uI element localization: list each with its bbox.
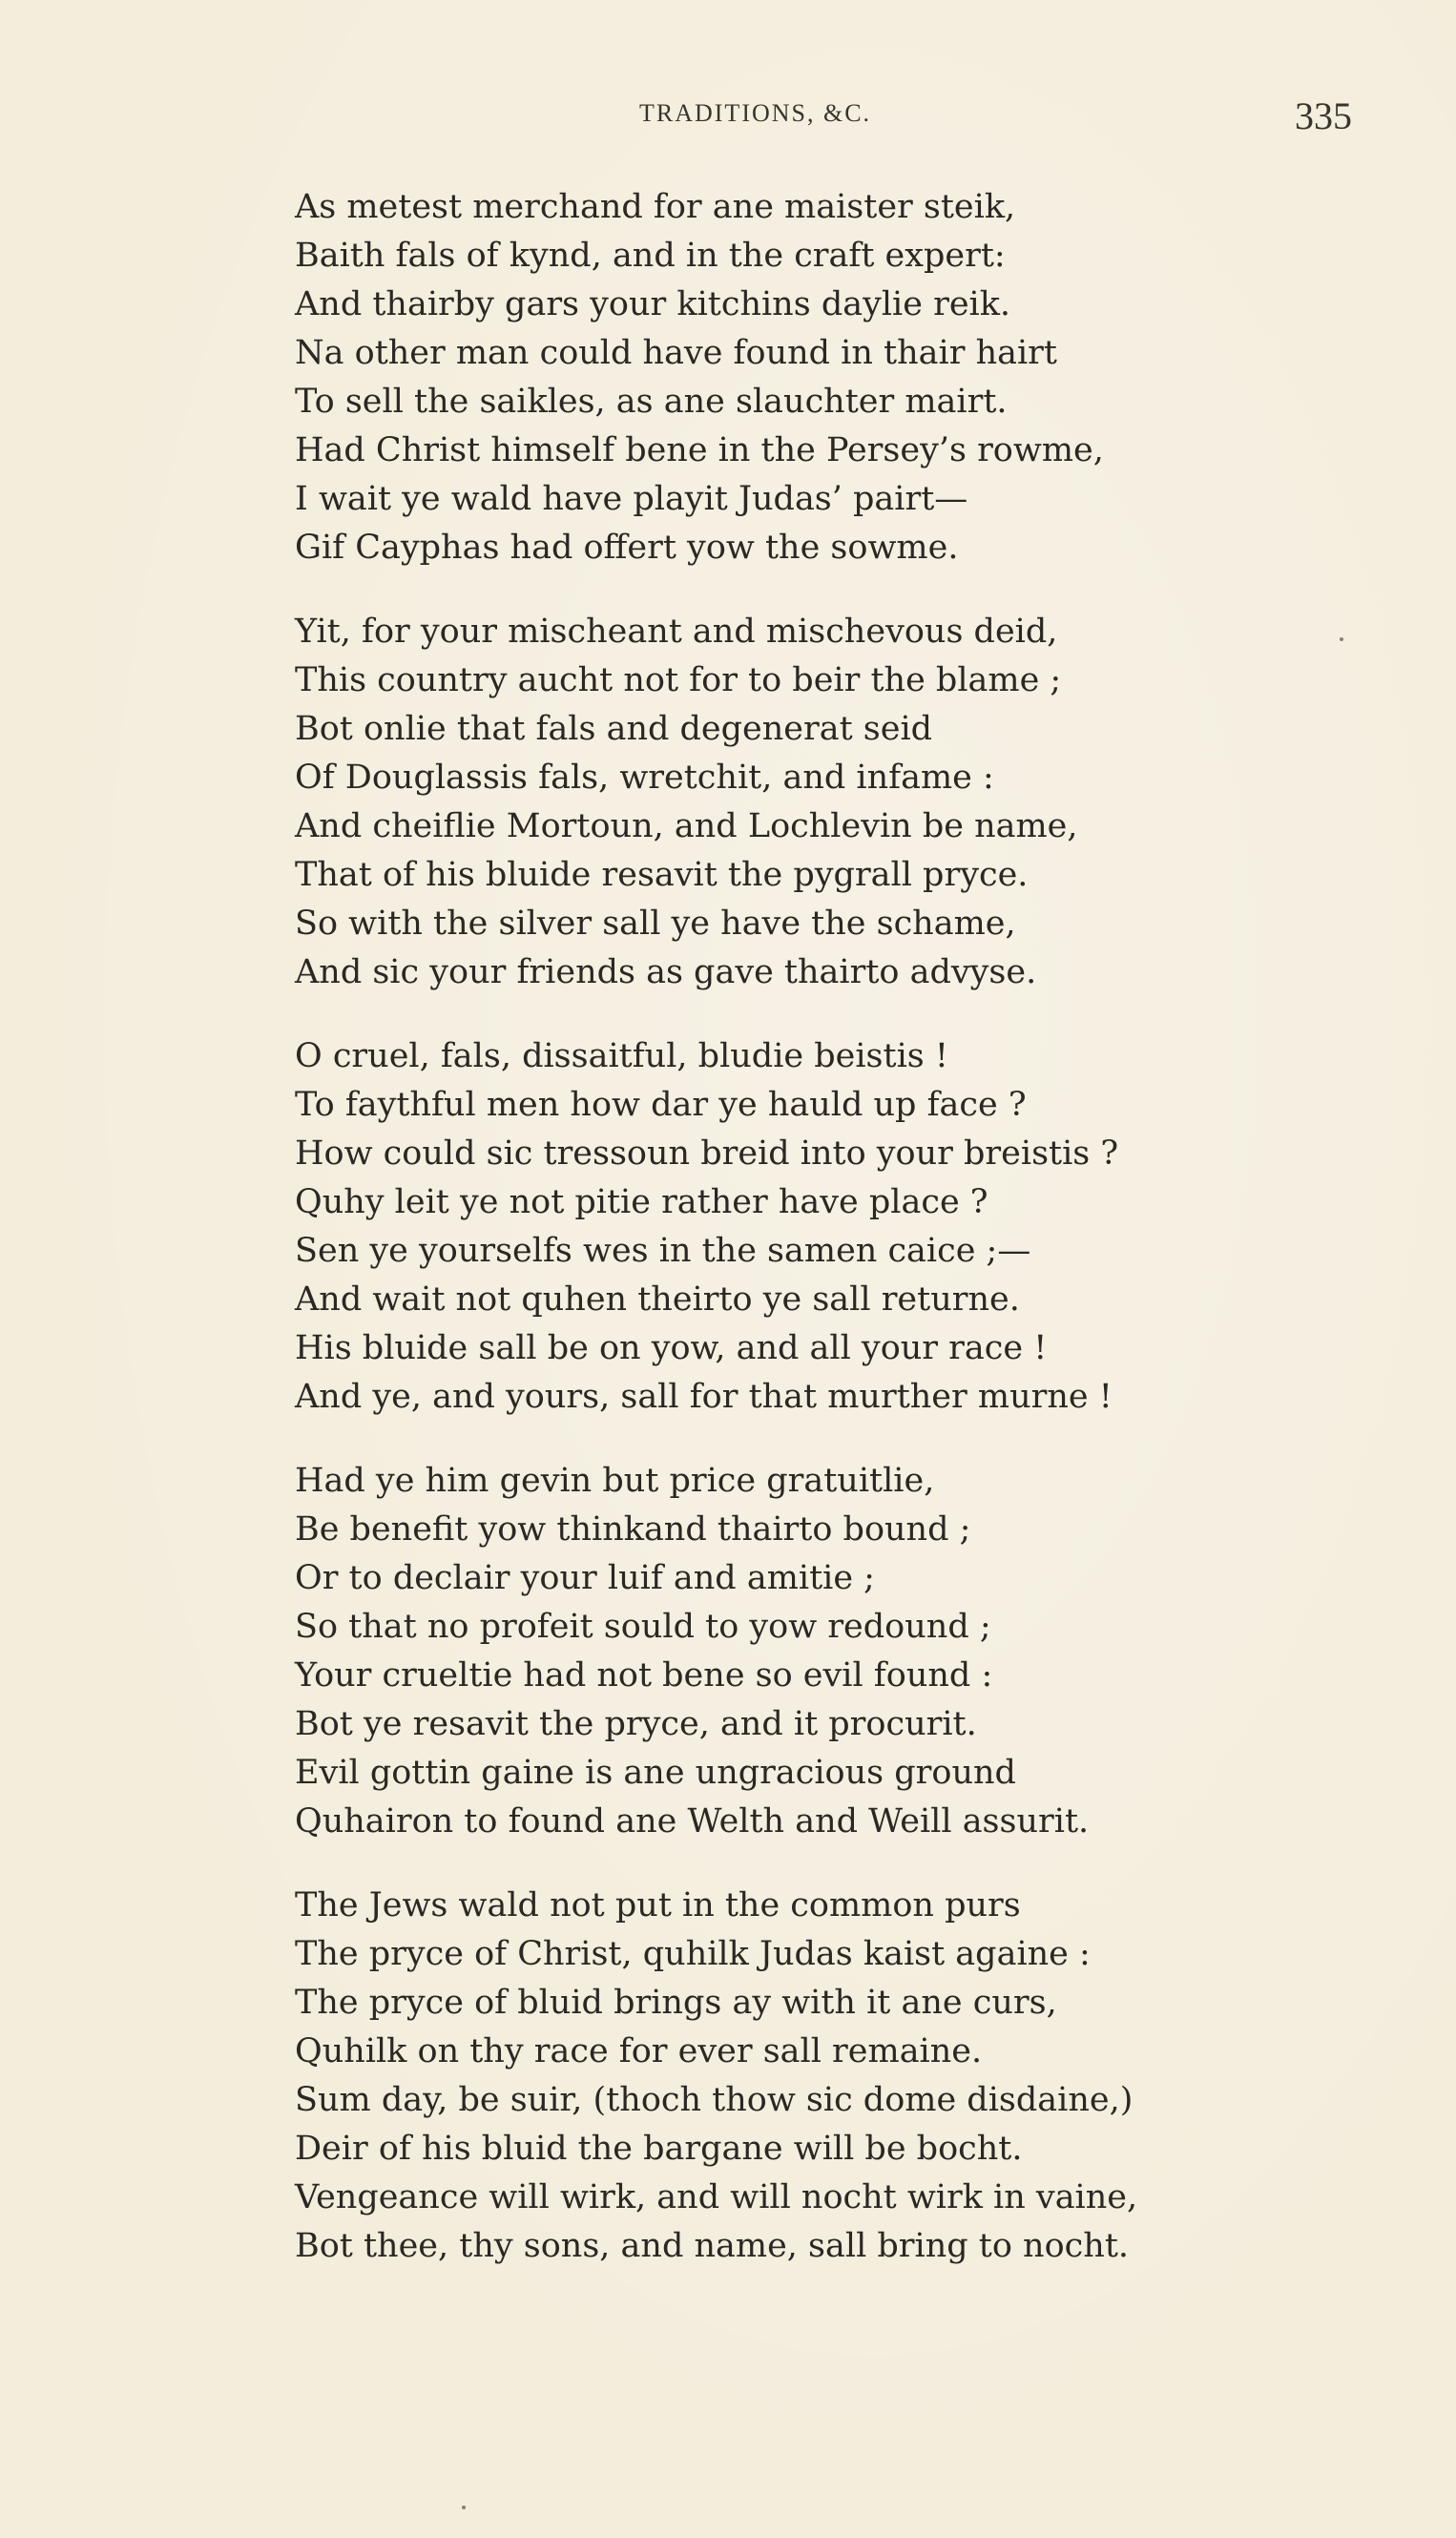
poem-line: And thairby gars your kitchins daylie reik. bbox=[295, 285, 1011, 323]
poem-line: So with the silver sall ye have the schame, bbox=[295, 905, 1016, 943]
poem-line: And ye, and yours, sall for that murther murne ! bbox=[295, 1378, 1113, 1416]
running-title: TRADITIONS, &C. bbox=[639, 99, 872, 127]
paper-speck bbox=[462, 2506, 466, 2509]
page-number: 335 bbox=[1295, 94, 1352, 137]
poem-line: Sum day, be suir, (thoch thow sic dome disdaine,) bbox=[295, 2081, 1134, 2119]
poem-line: The Jews wald not put in the common purs bbox=[295, 1886, 1021, 1924]
poem-line: Quhy leit ye not pitie rather have place ? bbox=[295, 1183, 988, 1221]
poem-line: The pryce of Christ, quhilk Judas kaist againe : bbox=[295, 1935, 1091, 1973]
stanza bbox=[295, 1882, 1392, 2271]
poem-line: As metest merchand for ane maister steik, bbox=[295, 188, 1016, 226]
stanza bbox=[295, 1457, 1392, 1846]
poem bbox=[295, 183, 1392, 2306]
poem-line: Be benefit yow thinkand thairto bound ; bbox=[295, 1510, 971, 1549]
poem-line: Quhairon to found ane Welth and Weill assurit. bbox=[295, 1802, 1090, 1841]
poem-line: Had ye him gevin but price gratuitlie, bbox=[295, 1462, 935, 1500]
poem-line: And cheiflie Mortoun, and Lochlevin be name, bbox=[295, 807, 1078, 845]
poem-line: I wait ye wald have playit Judas’ pairt— bbox=[295, 480, 968, 518]
poem-line: Vengeance will wirk, and will nocht wirk in vaine, bbox=[295, 2178, 1138, 2216]
poem-line: And wait not quhen theirto ye sall returne. bbox=[295, 1280, 1020, 1319]
stanza bbox=[295, 608, 1392, 997]
poem-line: Baith fals of kynd, and in the craft expert: bbox=[295, 237, 1006, 275]
poem-line: Bot ye resavit the pryce, and it procurit. bbox=[295, 1705, 977, 1743]
poem-line: This country aucht not for to beir the blame ; bbox=[295, 661, 1062, 699]
stanza bbox=[295, 1032, 1392, 1422]
poem-line: So that no profeit sould to yow redound ; bbox=[295, 1608, 991, 1646]
poem-line: Or to declair your luif and amitie ; bbox=[295, 1559, 875, 1597]
poem-line: Your crueltie had not bene so evil found : bbox=[295, 1656, 993, 1695]
poem-line: And sic your friends as gave thairto advyse. bbox=[295, 953, 1037, 991]
poem-line: His bluide sall be on yow, and all your race ! bbox=[295, 1329, 1048, 1367]
poem-line: Deir of his bluid the bargane will be bocht. bbox=[295, 2130, 1023, 2168]
stanza bbox=[295, 183, 1392, 572]
poem-line: Sen ye yourselfs wes in the samen caice ;— bbox=[295, 1232, 1031, 1270]
poem-line: Na other man could have found in thair hairt bbox=[295, 334, 1057, 372]
poem-line: Evil gottin gaine is ane ungracious ground bbox=[295, 1754, 1016, 1792]
poem-line: Quhilk on thy race for ever sall remaine. bbox=[295, 2032, 983, 2070]
poem-line: Bot thee, thy sons, and name, sall bring to nocht. bbox=[295, 2227, 1130, 2265]
poem-line: Yit, for your mischeant and mischevous deid, bbox=[295, 613, 1058, 651]
running-head bbox=[0, 94, 1456, 147]
poem-line: Gif Cayphas had offert yow the sowme. bbox=[295, 529, 959, 567]
poem-line: Bot onlie that fals and degenerat seid bbox=[295, 710, 933, 748]
poem-line: That of his bluide resavit the pygrall pryce. bbox=[295, 856, 1029, 894]
poem-line: To sell the saikles, as ane slauchter mairt. bbox=[295, 383, 1008, 421]
paper-speck bbox=[1340, 637, 1343, 641]
poem-line: How could sic tressoun breid into your breistis ? bbox=[295, 1134, 1119, 1173]
poem-line: To faythful men how dar ye hauld up face ? bbox=[295, 1086, 1027, 1124]
poem-line: O cruel, fals, dissaitful, bludie beistis ! bbox=[295, 1037, 948, 1075]
poem-line: The pryce of bluid brings ay with it ane curs, bbox=[295, 1984, 1057, 2022]
poem-line: Of Douglassis fals, wretchit, and infame : bbox=[295, 759, 994, 797]
poem-line: Had Christ himself bene in the Persey’s rowme, bbox=[295, 431, 1104, 469]
